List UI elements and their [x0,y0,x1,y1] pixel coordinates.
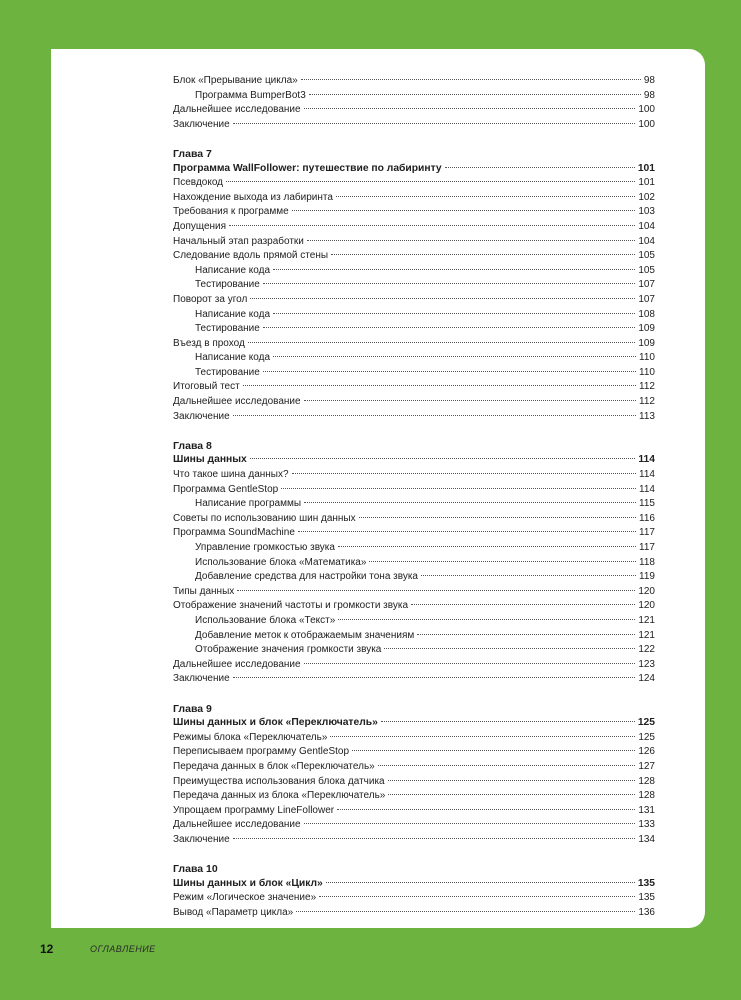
dot-leader [304,400,636,401]
dot-leader [250,458,636,459]
toc-entry[interactable] [173,264,655,279]
toc-entry[interactable] [173,483,655,498]
dot-leader [445,167,635,168]
dot-leader [263,283,635,284]
entry-page-number: 136 [638,906,655,918]
entry-title: Поворот за угол [173,293,248,305]
dot-leader [233,415,636,416]
entry-page-number: 116 [639,512,655,524]
dot-leader [263,327,635,328]
toc-entry[interactable] [173,789,655,804]
entry-title: Заключение [173,673,230,685]
entry-page-number: 112 [639,396,655,408]
toc-entry[interactable] [173,891,655,906]
dot-leader [292,473,636,474]
dot-leader [417,634,635,635]
entry-title: Написание кода [195,308,271,320]
entry-page-number: 121 [638,614,655,626]
entry-page-number: 125 [638,731,655,743]
toc-entry[interactable] [173,526,655,541]
dot-leader [243,385,636,386]
toc-entry[interactable] [173,205,655,220]
entry-title: Программа SoundMachine [173,527,295,539]
entry-page-number: 135 [638,892,655,904]
chapter-heading: Глава 7 [173,147,212,160]
entry-page-number: 98 [643,89,655,101]
entry-page-number: 104 [638,235,655,247]
entry-title: Использование блока «Математика» [195,556,367,568]
entry-page-number: 112 [639,381,655,393]
entry-title: Добавление меток к отображаемым значениям [195,629,415,641]
entry-title: Передача данных из блока «Переключатель» [173,790,386,802]
entry-page-number: 115 [639,498,655,510]
entry-title: Шины данных и блок «Цикл» [173,877,323,889]
dot-leader [352,750,635,751]
entry-title: Переписываем программу GentleStop [173,746,350,758]
entry-title: Написание программы [195,498,302,510]
toc-entry[interactable] [173,468,655,483]
chapter-title-entry[interactable] [173,162,655,177]
toc-entry[interactable] [173,818,655,833]
chapter-heading: Глава 9 [173,702,212,715]
entry-page-number: 103 [638,206,655,218]
chapter-title-entry[interactable] [173,716,655,731]
entry-title: Написание кода [195,264,271,276]
toc-entry[interactable] [173,599,655,614]
section-label: ОГЛАВЛЕНИЕ [90,944,156,954]
entry-title: Псевдокод [173,177,224,189]
group-spacer [173,132,655,147]
toc-entry[interactable] [173,556,655,571]
entry-title: Нахождение выхода из лабиринта [173,191,333,203]
entry-page-number: 124 [638,673,655,685]
entry-title: Использование блока «Текст» [195,614,336,626]
entry-title: Что такое шина данных? [173,469,289,481]
entry-page-number: 101 [637,162,655,174]
dot-leader [233,838,636,839]
entry-title: Программа WallFollower: путешествие по лабиринту [173,162,442,174]
entry-title: Вывод «Параметр цикла» [173,906,294,918]
dot-leader [237,590,635,591]
dot-leader [301,79,641,80]
entry-title: Допущения [173,220,227,232]
entry-page-number: 134 [638,833,655,845]
toc-entry[interactable] [173,351,655,366]
dot-leader [411,604,635,605]
dot-leader [273,313,635,314]
toc-entry[interactable] [173,191,655,206]
toc-entry[interactable] [173,366,655,381]
entry-page-number: 131 [638,804,655,816]
toc-entry[interactable] [173,614,655,629]
entry-title: Типы данных [173,585,235,597]
dot-leader [326,882,635,883]
toc-entry[interactable] [173,103,655,118]
entry-page-number: 107 [638,293,655,305]
entry-title: Дальнейшее исследование [173,819,301,831]
dot-leader [336,196,635,197]
chapter-title-entry[interactable] [173,453,655,468]
toc-entry[interactable] [173,745,655,760]
entry-page-number: 117 [639,542,655,553]
dot-leader [337,809,635,810]
entry-title: Дальнейшее исследование [173,396,301,408]
entry-page-number: 98 [643,75,655,86]
entry-page-number: 117 [639,527,655,539]
entry-title: Въезд в проход [173,337,245,349]
dot-leader [273,356,636,357]
entry-title: Программа BumperBot3 [195,89,306,101]
toc-entry[interactable] [173,775,655,790]
toc-entry[interactable] [173,629,655,644]
toc-entry[interactable] [173,220,655,235]
entry-page-number: 127 [638,760,655,772]
dot-leader [250,298,635,299]
entry-page-number: 121 [638,629,655,641]
entry-page-number: 128 [638,790,655,802]
entry-page-number: 105 [638,264,655,276]
entry-title: Требования к программе [173,206,289,218]
toc-entry[interactable] [173,570,655,585]
dot-leader [421,575,636,576]
entry-title: Написание кода [195,352,271,364]
entry-page-number: 128 [638,775,655,787]
entry-title: Дальнейшее исследование [173,658,301,670]
dot-leader [338,619,635,620]
entry-page-number: 107 [638,279,655,291]
entry-title: Тестирование [195,279,260,291]
dot-leader [331,254,635,255]
entry-page-number: 101 [638,177,655,189]
entry-page-number: 135 [637,877,655,889]
toc-entry[interactable] [173,395,655,410]
entry-page-number: 125 [637,717,655,729]
dot-leader [319,896,635,897]
entry-page-number: 100 [638,118,655,130]
dot-leader [378,765,636,766]
entry-title: Режим «Логическое значение» [173,892,317,904]
dot-leader [263,371,636,372]
dot-leader [384,648,635,649]
toc-entry[interactable] [173,512,655,527]
entry-page-number: 126 [638,746,655,758]
toc-entry[interactable] [173,497,655,512]
entry-page-number: 120 [638,585,655,597]
entry-title: Упрощаем программу LineFollower [173,804,335,816]
dot-leader [226,181,635,182]
group-spacer [173,424,655,439]
entry-title: Заключение [173,410,230,422]
toc-entry[interactable] [173,176,655,191]
toc-entry[interactable] [173,906,655,921]
entry-page-number: 119 [639,571,655,583]
entry-title: Добавление средства для настройки тона звука [195,571,418,583]
dot-leader [304,108,636,109]
entry-page-number: 113 [639,410,655,422]
entry-title: Заключение [173,118,230,130]
entry-page-number: 110 [639,352,655,364]
toc-entry[interactable] [173,585,655,600]
page-number: 12 [40,942,54,956]
toc-entry[interactable] [173,410,655,425]
entry-page-number: 120 [638,600,655,612]
toc-entry[interactable] [173,278,655,293]
toc-entry[interactable] [173,643,655,658]
dot-leader [233,677,636,678]
entry-title: Преимущества использования блока датчика [173,775,385,787]
toc-entry[interactable] [173,249,655,264]
dot-leader [304,663,636,664]
dot-leader [273,269,635,270]
dot-leader [298,531,636,532]
chapter-heading: Глава 10 [173,863,218,876]
entry-page-number: 108 [638,308,655,320]
dot-leader [248,342,635,343]
dot-leader [369,561,636,562]
entry-page-number: 114 [638,454,655,466]
entry-title: Блок «Прерывание цикла» [173,75,298,86]
entry-title: Советы по использованию шин данных [173,512,356,524]
entry-title: Управление громкостью звука [195,542,335,553]
dot-leader [309,94,641,95]
dot-leader [296,911,635,912]
dot-leader [388,780,636,781]
toc-entry[interactable] [173,293,655,308]
entry-page-number: 109 [638,337,655,349]
toc-entry[interactable] [173,672,655,687]
toc-entry[interactable] [173,760,655,775]
entry-title: Заключение [173,833,230,845]
page-sheet [51,49,705,928]
entry-title: Итоговый тест [173,381,240,393]
entry-page-number: 110 [639,366,655,378]
entry-page-number: 122 [638,644,655,656]
entry-page-number: 100 [638,104,655,116]
entry-page-number: 104 [638,220,655,232]
entry-title: Программа GentleStop [173,483,279,495]
dot-leader [359,517,636,518]
entry-title: Тестирование [195,323,260,335]
dot-leader [330,736,635,737]
toc-entry[interactable] [173,235,655,250]
entry-page-number: 114 [639,469,655,481]
toc-entry[interactable] [173,731,655,746]
toc-entry[interactable] [173,541,655,556]
toc-entry[interactable] [173,308,655,323]
entry-page-number: 105 [638,250,655,262]
entry-page-number: 102 [638,191,655,203]
dot-leader [388,794,635,795]
entry-title: Начальный этап разработки [173,235,304,247]
toc-entry[interactable] [173,118,655,133]
dot-leader [304,502,636,503]
group-spacer [173,847,655,862]
toc-entry[interactable] [173,380,655,395]
dot-leader [338,546,636,547]
entry-page-number: 114 [639,483,655,495]
toc-entry[interactable] [173,833,655,848]
group-spacer [173,687,655,702]
entry-title: Отображение значений частоты и громкости звука [173,600,409,612]
toc-entry[interactable] [173,804,655,819]
toc-entry[interactable] [173,74,655,89]
entry-page-number: 123 [638,658,655,670]
dot-leader [281,488,636,489]
toc-entry[interactable] [173,322,655,337]
entry-title: Режимы блока «Переключатель» [173,731,328,743]
entry-page-number: 133 [638,819,655,831]
dot-leader [292,210,636,211]
entry-page-number: 118 [639,556,655,568]
dot-leader [381,721,635,722]
entry-page-number: 109 [638,323,655,335]
dot-leader [233,123,636,124]
toc-entry[interactable] [173,337,655,352]
entry-title: Шины данных и блок «Переключатель» [173,717,378,729]
entry-title: Тестирование [195,366,260,378]
entry-title: Следование вдоль прямой стены [173,250,329,262]
dot-leader [304,823,636,824]
entry-title: Отображение значения громкости звука [195,644,382,656]
entry-title: Дальнейшее исследование [173,104,301,116]
chapter-heading: Глава 8 [173,439,212,452]
entry-title: Передача данных в блок «Переключатель» [173,760,375,772]
chapter-title-entry[interactable] [173,877,655,892]
dot-leader [229,225,635,226]
dot-leader [307,240,635,241]
entry-title: Шины данных [173,454,247,466]
table-of-contents [173,74,655,920]
toc-entry[interactable] [173,658,655,673]
toc-entry[interactable] [173,89,655,104]
